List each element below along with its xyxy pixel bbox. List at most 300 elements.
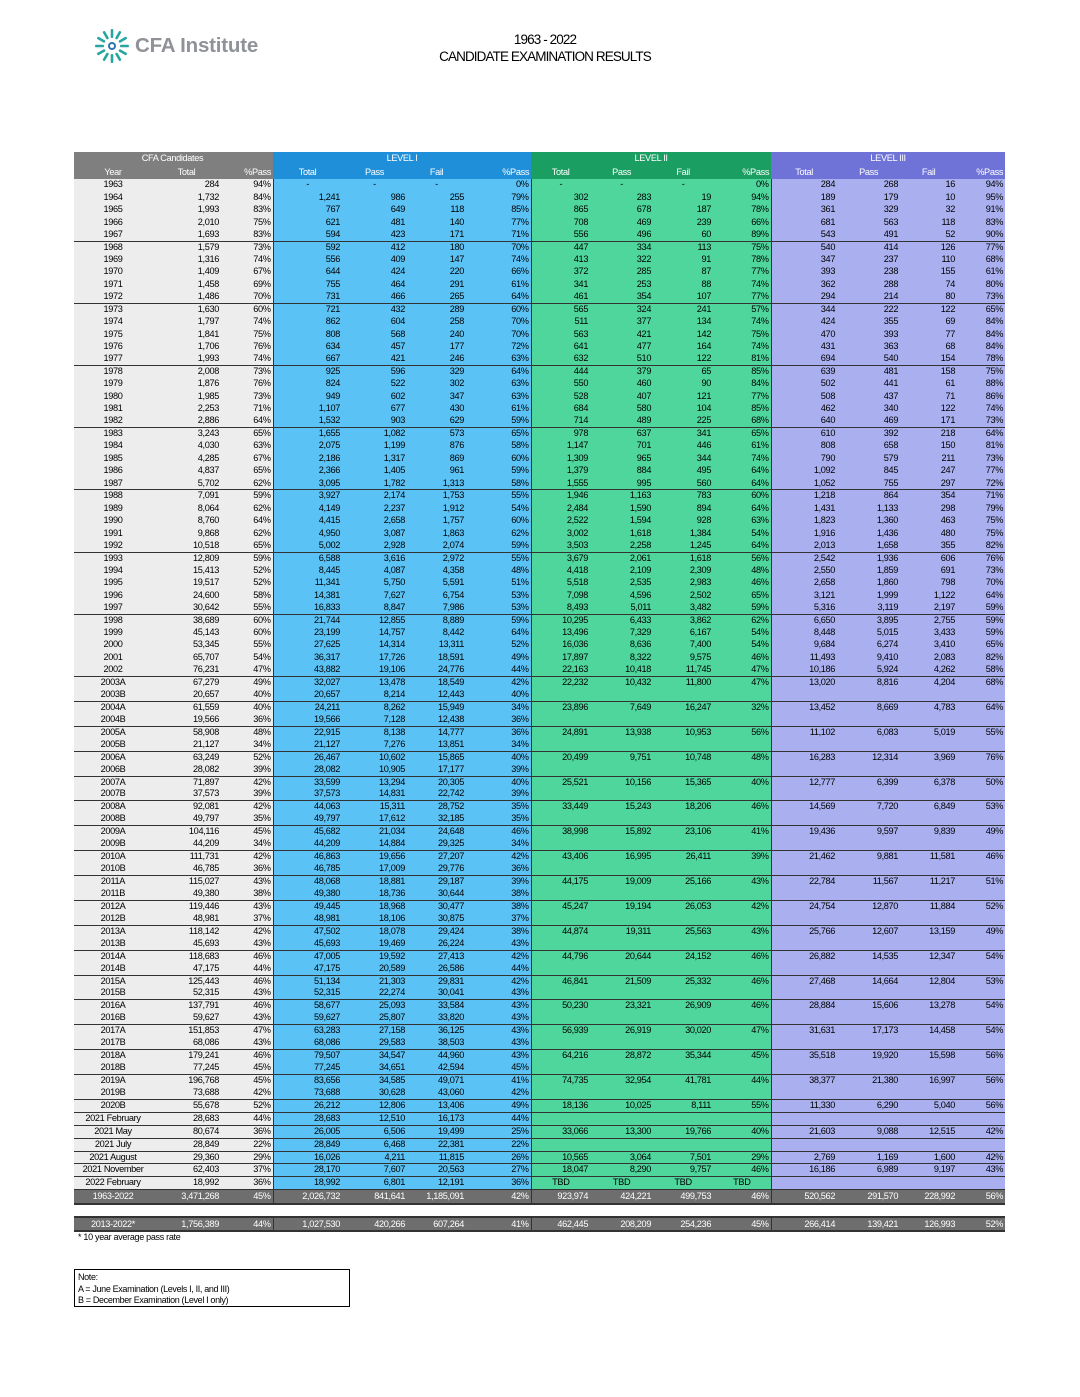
cell-l2: 5,518 [531, 577, 590, 589]
cell-l2: 18,136 [531, 1099, 590, 1112]
cell-l2: 121 [653, 390, 713, 402]
cell-l2 [653, 1062, 713, 1074]
cell-l3: 122 [900, 303, 957, 315]
cell-l1: 2,186 [273, 453, 342, 465]
cell-l3: 70% [957, 577, 1005, 589]
table-row [74, 888, 1005, 900]
cell-l2 [713, 788, 771, 800]
cell-l1: 8,262 [342, 701, 407, 713]
cell-l2: 30,020 [653, 1025, 713, 1037]
cell-l1: 6,588 [273, 552, 342, 564]
cell-l2: 46% [713, 801, 771, 813]
cell-l3: 9,088 [837, 1125, 900, 1138]
cell-l1: 43% [466, 1050, 531, 1062]
cell-l1: 51,134 [273, 975, 342, 987]
cell-l2 [653, 888, 713, 900]
cell-year: 1975 [74, 328, 152, 340]
cell-l1: 4,415 [273, 515, 342, 527]
spacer-row [74, 1204, 1005, 1216]
cell-l2: 78% [713, 204, 771, 216]
cell-year: 1985 [74, 453, 152, 465]
cell-l1: 71% [466, 229, 531, 241]
cell-cand: 44% [221, 963, 273, 975]
cell-l2: 48% [713, 751, 771, 763]
cell-l1: 7,627 [342, 589, 407, 601]
cell-l2 [590, 764, 653, 776]
cell-year: 2013A [74, 925, 152, 937]
table-row [74, 863, 1005, 875]
cell-l1: 22,742 [407, 788, 466, 800]
cell-l3: 237 [837, 254, 900, 266]
cell-l2: 68% [713, 415, 771, 427]
cell-l3 [837, 913, 900, 925]
cell-cand: 36% [221, 1177, 273, 1190]
cell-l2: 64,216 [531, 1050, 590, 1062]
cell-l2: 3,679 [531, 552, 590, 564]
cell-l1: 649 [342, 204, 407, 216]
cell-cand: 34% [221, 739, 273, 751]
cell-l2: 11,800 [653, 677, 713, 689]
cell-l2: 283 [590, 191, 653, 203]
cell-l3: 5,015 [837, 627, 900, 639]
cell-l1: 18,106 [342, 913, 407, 925]
cell-l2: 59% [713, 602, 771, 614]
cell-l1: 27% [466, 1164, 531, 1177]
table-row [74, 1050, 1005, 1062]
cell-l2: 39% [713, 851, 771, 863]
cell-cand: 60% [221, 614, 273, 626]
cell-l1: 423 [342, 229, 407, 241]
cell-cand: 1,797 [152, 316, 221, 328]
cell-l3: 9,881 [837, 851, 900, 863]
cell-l1: 58% [466, 440, 531, 452]
cell-l3 [957, 714, 1005, 726]
cell-l3: 10,186 [771, 664, 837, 676]
cell-cand: 21,127 [152, 739, 221, 751]
cell-l2: 16,995 [590, 851, 653, 863]
cell-l3: 84% [957, 328, 1005, 340]
cell-l3: 355 [837, 316, 900, 328]
cell-year: 2006A [74, 751, 152, 763]
cell-l3: 790 [771, 453, 837, 465]
cell-year: 2005A [74, 726, 152, 738]
cell-l3: 1,133 [837, 502, 900, 514]
table-row [74, 216, 1005, 228]
table-row [74, 279, 1005, 291]
cell-l2: 550 [531, 378, 590, 390]
cell-l1: 2,366 [273, 465, 342, 477]
cell-l2: 91 [653, 254, 713, 266]
cell-l1: 33,584 [407, 1000, 466, 1012]
cell-l3 [771, 1062, 837, 1074]
cell-l1: 83,656 [273, 1075, 342, 1087]
cell-l1: 43% [466, 987, 531, 999]
cell-l3: 155 [900, 266, 957, 278]
column-header-l2-pass: %Pass [713, 166, 771, 180]
cell-l2: 8,290 [590, 1164, 653, 1177]
cell-year: 1995 [74, 577, 152, 589]
cell-cand: 52% [221, 1099, 273, 1112]
cell-l1: 11,341 [273, 577, 342, 589]
cell-cand: 52,315 [152, 987, 221, 999]
cell-l2: 5,011 [590, 602, 653, 614]
cell-l3: 110 [900, 254, 957, 266]
cell-l3: 59% [957, 614, 1005, 626]
cell-l3 [900, 714, 957, 726]
cell-l3: 2,755 [900, 614, 957, 626]
cell-l2 [590, 987, 653, 999]
cell-l3: 393 [837, 328, 900, 340]
cell-l3: 798 [900, 577, 957, 589]
cell-l1: 70% [466, 241, 531, 253]
cell-l1: 24,211 [273, 701, 342, 713]
cell-l3 [900, 764, 957, 776]
cell-l3: 54% [957, 1025, 1005, 1037]
cell-l1: 19,566 [273, 714, 342, 726]
cell-l1: 43,060 [407, 1087, 466, 1099]
cell-l3 [771, 1177, 837, 1190]
cell-l1: 54% [466, 502, 531, 514]
cell-l3: 297 [900, 478, 957, 490]
cell-year: 2016A [74, 1000, 152, 1012]
cell-l1: 53% [466, 602, 531, 614]
cell-l3: 42% [957, 1125, 1005, 1138]
cell-l1: 869 [407, 453, 466, 465]
cell-l3 [771, 714, 837, 726]
cell-cand: 40% [221, 689, 273, 701]
cell-cand: 39% [221, 764, 273, 776]
cell-year: 2008A [74, 801, 152, 813]
cell-l1: 1,655 [273, 428, 342, 440]
cell-cand: 36% [221, 714, 273, 726]
cell-l3: 68% [957, 677, 1005, 689]
cell-year: 2004B [74, 714, 152, 726]
table-row [74, 714, 1005, 726]
table-row [74, 1012, 1005, 1024]
cell-cand: 55% [221, 639, 273, 651]
cell-l2 [713, 1112, 771, 1125]
cell-l1: 23,199 [273, 627, 342, 639]
cell-cand: 71% [221, 403, 273, 415]
table-row [74, 664, 1005, 676]
cell-l3: 12,607 [837, 925, 900, 937]
cell-l3: 12,777 [771, 776, 837, 788]
cell-l1: 29,583 [342, 1037, 407, 1049]
cell-l2: 35,344 [653, 1050, 713, 1062]
cell-l1: 49,380 [273, 888, 342, 900]
cell-l1: 47,175 [273, 963, 342, 975]
cell-l2: 7,329 [590, 627, 653, 639]
cell-l1: 27,413 [407, 950, 466, 962]
cell-l2: 45,247 [531, 900, 590, 912]
cell-l1: 4,950 [273, 527, 342, 539]
cell-l2: 239 [653, 216, 713, 228]
cell-l1: 1,313 [407, 478, 466, 490]
cell-l1: 43% [466, 938, 531, 950]
cell-l3: 6,989 [837, 1164, 900, 1177]
cell-l1: 986 [342, 191, 407, 203]
cell-l2: 253 [590, 279, 653, 291]
cell-l3 [837, 1112, 900, 1125]
cell-l3 [957, 1037, 1005, 1049]
cell-l2: 21,509 [590, 975, 653, 987]
cell-l2: 8,111 [653, 1099, 713, 1112]
cell-l3 [900, 1012, 957, 1024]
cell-l1: 39% [466, 788, 531, 800]
cell-cand: 76,231 [152, 664, 221, 676]
cell-l3: 355 [900, 540, 957, 552]
cell-cand: 73% [221, 390, 273, 402]
cell-cand: 30,642 [152, 602, 221, 614]
note-box [74, 1269, 350, 1307]
cell-l2: 60 [653, 229, 713, 241]
cell-l2: 84% [713, 378, 771, 390]
cell-l2: 64% [713, 465, 771, 477]
cell-l3 [900, 863, 957, 875]
cell-l2 [713, 938, 771, 950]
cell-l3: 2,550 [771, 565, 837, 577]
cell-l1: 10,602 [342, 751, 407, 763]
cell-l1: 21,744 [273, 614, 342, 626]
cell-l2: 20,644 [590, 950, 653, 962]
cell-cand: 43% [221, 987, 273, 999]
table-row [74, 1062, 1005, 1074]
cell-l1: - [342, 179, 407, 191]
cell-l2: 678 [590, 204, 653, 216]
cell-l2: 47% [713, 664, 771, 676]
cell-l3: 28,884 [771, 1000, 837, 1012]
cell-l1: 118 [407, 204, 466, 216]
cell-l1: 43% [466, 1000, 531, 1012]
cell-l3: 1,823 [771, 515, 837, 527]
cell-l3: 13,159 [900, 925, 957, 937]
cell-cand: 71,897 [152, 776, 221, 788]
cell-l1: 49% [466, 652, 531, 664]
cell-l1: 64% [466, 366, 531, 378]
cell-l1: 289 [407, 303, 466, 315]
cell-l2 [653, 1138, 713, 1151]
cell-l1: 40% [466, 776, 531, 788]
cell-l2: 10,418 [590, 664, 653, 676]
cell-l1: 72% [466, 341, 531, 353]
cell-l2: 978 [531, 428, 590, 440]
cell-year: 1969 [74, 254, 152, 266]
cell-l3: 126,993 [900, 1217, 957, 1231]
cell-l2: 33,066 [531, 1125, 590, 1138]
cell-l2 [531, 788, 590, 800]
cell-l1: 412 [342, 241, 407, 253]
cell-l2: 10,295 [531, 614, 590, 626]
cell-l2 [590, 838, 653, 850]
cell-cand: 59% [221, 490, 273, 502]
cfa-logo-icon [94, 28, 130, 64]
table-row [74, 764, 1005, 776]
cell-l2: 54% [713, 527, 771, 539]
cell-l3: 71 [900, 390, 957, 402]
cell-year: 2008B [74, 813, 152, 825]
cell-cand: 65% [221, 428, 273, 440]
cell-cand: 8,064 [152, 502, 221, 514]
table-row [74, 229, 1005, 241]
cell-l3: 3,969 [900, 751, 957, 763]
cell-l3 [957, 1112, 1005, 1125]
cell-l1: 556 [273, 254, 342, 266]
table-row [74, 1037, 1005, 1049]
cell-l1: 596 [342, 366, 407, 378]
cell-l3 [837, 838, 900, 850]
cell-year: 2019A [74, 1075, 152, 1087]
cell-l1: 604 [342, 316, 407, 328]
cell-cand: 44% [221, 1112, 273, 1125]
cell-l1: 44% [466, 664, 531, 676]
cell-l3 [957, 963, 1005, 975]
cell-cand: 94% [221, 179, 273, 191]
cell-l1: 43% [466, 1025, 531, 1037]
cell-l1: 44,209 [273, 838, 342, 850]
cell-l3: 52% [957, 900, 1005, 912]
cell-l2: 18,206 [653, 801, 713, 813]
cell-l1: 220 [407, 266, 466, 278]
cell-l3: 11,567 [837, 876, 900, 888]
cell-year: 1963-2022 [74, 1190, 152, 1205]
cell-l1: 74% [466, 254, 531, 266]
cell-l3 [837, 1177, 900, 1190]
cell-year: 2002 [74, 664, 152, 676]
group-header-row [74, 152, 1005, 166]
cell-l3: 73% [957, 453, 1005, 465]
cell-year: 2019B [74, 1087, 152, 1099]
cell-l1: 767 [273, 204, 342, 216]
cell-cand: 24,600 [152, 589, 221, 601]
cell-l2: 15,892 [590, 826, 653, 838]
cell-l2: 142 [653, 328, 713, 340]
cell-l2: 18,047 [531, 1164, 590, 1177]
cell-l3: 294 [771, 291, 837, 303]
cell-l3: 3,410 [900, 639, 957, 651]
cell-l1: 73,688 [273, 1087, 342, 1099]
cell-l2: 477 [590, 341, 653, 353]
cell-l2 [713, 714, 771, 726]
cell-l3: 38,377 [771, 1075, 837, 1087]
cell-year: 2010B [74, 863, 152, 875]
cell-l2 [653, 788, 713, 800]
cell-l1: 5,750 [342, 577, 407, 589]
cell-l1: 38,503 [407, 1037, 466, 1049]
cell-l2: 47% [713, 1025, 771, 1037]
cell-year: 2003B [74, 689, 152, 701]
cell-l1: 6,754 [407, 589, 466, 601]
cell-l2: 2,535 [590, 577, 653, 589]
cell-cand: 55,678 [152, 1099, 221, 1112]
cell-l3: 53% [957, 975, 1005, 987]
cell-l1: 808 [273, 328, 342, 340]
cell-l2: 45% [713, 1050, 771, 1062]
cell-l1: 27,158 [342, 1025, 407, 1037]
cell-l3: 214 [837, 291, 900, 303]
cell-l2: 46% [713, 1000, 771, 1012]
cell-l2: TBD [713, 1177, 771, 1190]
cell-cand: 49,380 [152, 888, 221, 900]
cell-l2: 46% [713, 1164, 771, 1177]
cell-l3 [900, 1177, 957, 1190]
cell-l2: 28,872 [590, 1050, 653, 1062]
table-row [74, 963, 1005, 975]
cell-year: 2011A [74, 876, 152, 888]
cell-cand: 53,345 [152, 639, 221, 651]
cell-l2: 44,175 [531, 876, 590, 888]
table-row [74, 801, 1005, 813]
cell-l1: 44% [466, 963, 531, 975]
table-row [74, 465, 1005, 477]
cell-year: 1987 [74, 478, 152, 490]
cell-l2: 894 [653, 502, 713, 514]
cell-l3: 540 [771, 241, 837, 253]
cell-l2: 46% [713, 1190, 771, 1205]
cell-l2: 322 [590, 254, 653, 266]
cell-l2 [653, 813, 713, 825]
cell-l3 [837, 689, 900, 701]
cell-l2: 446 [653, 440, 713, 452]
cell-l2 [590, 1087, 653, 1099]
cell-l2: 1,379 [531, 465, 590, 477]
cell-year: 2021 August [74, 1151, 152, 1164]
cell-cand: 3,243 [152, 428, 221, 440]
cell-l1: 29,831 [407, 975, 466, 987]
cell-l3: 437 [837, 390, 900, 402]
cell-l3: 59% [957, 602, 1005, 614]
cell-cand: 2,010 [152, 216, 221, 228]
cell-l1: 38% [466, 900, 531, 912]
cell-l3: 6,650 [771, 614, 837, 626]
cell-l1: 16,833 [273, 602, 342, 614]
cell-l1: 19,469 [342, 938, 407, 950]
cell-l3: 6,274 [837, 639, 900, 651]
cell-l1: 59% [466, 465, 531, 477]
cell-l2 [531, 863, 590, 875]
cell-l1: 61% [466, 403, 531, 415]
cell-l1: - [407, 179, 466, 191]
cell-l2: 0% [713, 179, 771, 191]
cell-l2 [713, 1062, 771, 1074]
cell-l1: 36% [466, 1177, 531, 1190]
cell-l3: 43% [957, 1164, 1005, 1177]
cell-l2: 164 [653, 341, 713, 353]
cell-l1: 731 [273, 291, 342, 303]
cell-l1: 12,806 [342, 1099, 407, 1112]
cell-l1: 302 [407, 378, 466, 390]
table-row [74, 826, 1005, 838]
cell-l2 [653, 1112, 713, 1125]
cell-l1: 16,026 [273, 1151, 342, 1164]
table-row [74, 987, 1005, 999]
cfa-logo [94, 28, 258, 64]
cell-l3: 81% [957, 440, 1005, 452]
cell-l3 [900, 813, 957, 825]
cell-l3: 50% [957, 776, 1005, 788]
cell-cand: 1,579 [152, 241, 221, 253]
cell-l3: 2,769 [771, 1151, 837, 1164]
cell-l2: 632 [531, 353, 590, 365]
cell-cand: 58,908 [152, 726, 221, 738]
cell-l2: 43% [713, 876, 771, 888]
cell-cand: 151,853 [152, 1025, 221, 1037]
cell-l2: 1,618 [653, 552, 713, 564]
cell-l1: 85% [466, 204, 531, 216]
cell-l3: 56% [957, 1099, 1005, 1112]
table-row [74, 1151, 1005, 1164]
cell-l1: 41% [466, 1217, 531, 1231]
cell-l2: 8,493 [531, 602, 590, 614]
